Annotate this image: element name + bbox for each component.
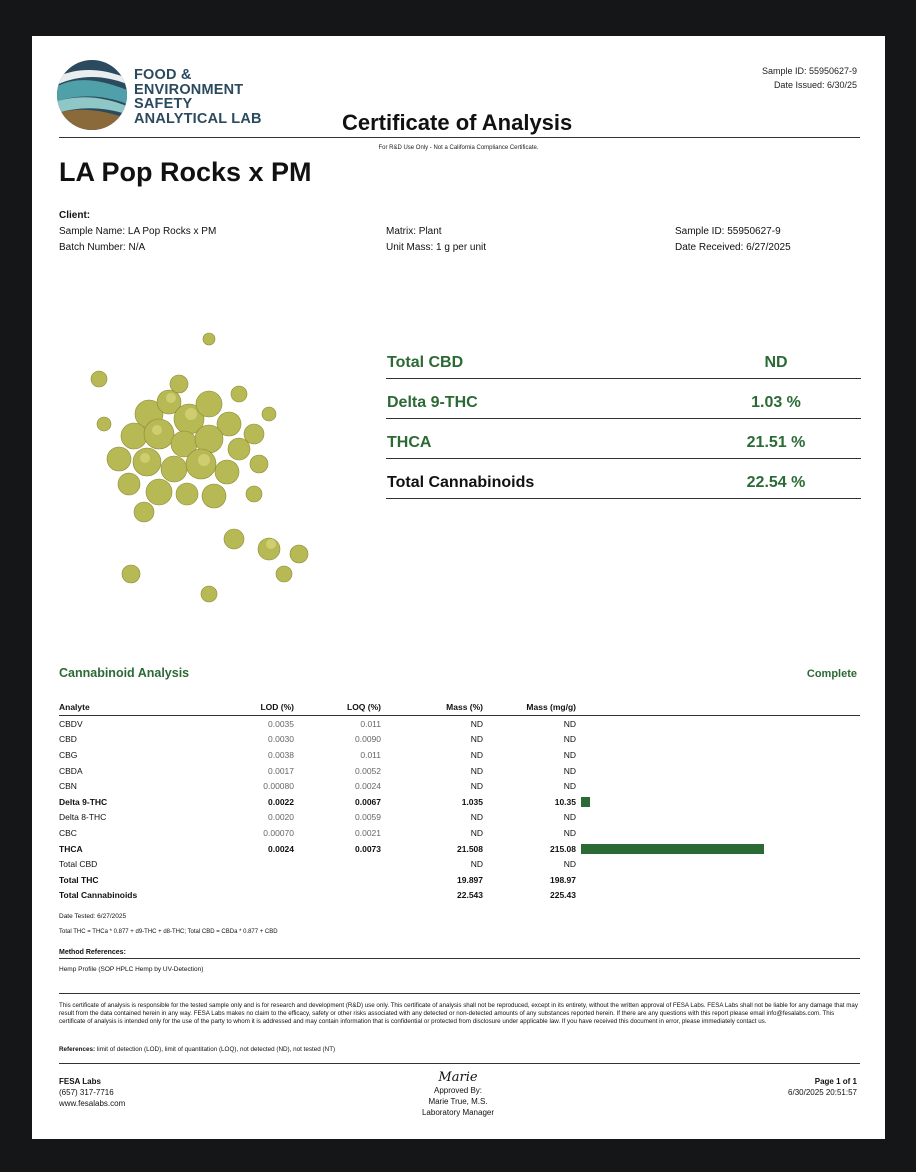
bar-cell: [576, 841, 860, 857]
mass-pct-cell: ND: [470, 781, 483, 792]
total-formula: Total THC = THCa * 0.877 + d9-THC + d8-THC; Total CBD = CBDa * 0.877 + CBD: [59, 929, 278, 935]
bar-cell: [576, 810, 860, 826]
mass-pct-cell: ND: [470, 718, 483, 729]
loq-cell: 0.011: [360, 718, 381, 729]
mass-mg-cell: ND: [563, 749, 576, 760]
references-label: References:: [59, 1046, 96, 1053]
company-website: www.fesalabs.com: [59, 1099, 126, 1108]
table-row: [59, 732, 860, 748]
loq-cell: 0.0052: [355, 765, 381, 776]
signature: Marie: [438, 1070, 478, 1085]
mass-pct-cell: ND: [470, 749, 483, 760]
analyte-cell: Delta 9-THC: [59, 796, 108, 807]
analyte-cell: CBDA: [59, 765, 83, 776]
lod-cell: [209, 888, 294, 904]
lod-cell: 0.0022: [268, 796, 294, 807]
bar-cell: [576, 763, 860, 779]
date-received: Date Received: 6/27/2025: [675, 242, 791, 253]
summary-value: 1.03 %: [751, 394, 801, 411]
mass-mg-cell: ND: [563, 781, 576, 792]
table-body: [59, 716, 860, 904]
lod-cell: 0.00070: [263, 827, 294, 838]
bar-cell: [576, 888, 860, 904]
analyte-cell: Total CBD: [59, 859, 98, 870]
table-row: [59, 825, 860, 841]
col-loq: LOQ (%): [294, 701, 381, 716]
mass-pct-cell: ND: [470, 812, 483, 823]
col-analyte: Analyte: [59, 701, 209, 716]
footer-right: [788, 1076, 857, 1098]
lod-cell: [209, 856, 294, 872]
mass-pct-cell: 19.897: [457, 874, 483, 885]
lod-cell: [209, 872, 294, 888]
cannabinoid-table: [59, 701, 860, 903]
lod-cell: 0.0024: [268, 843, 294, 854]
summary-row-total-cannabinoids: [386, 460, 861, 499]
mass-mg-cell: ND: [563, 827, 576, 838]
mass-pct-cell: ND: [470, 859, 483, 870]
sample-id: Sample ID: 55950627-9: [675, 226, 781, 237]
approval-block: [408, 1071, 508, 1118]
mass-pct-cell: ND: [470, 765, 483, 776]
summary-value: ND: [764, 354, 788, 371]
lod-cell: 0.0017: [268, 765, 294, 776]
loq-cell: [294, 872, 381, 888]
sample-meta: [675, 224, 791, 256]
analyte-cell: CBC: [59, 827, 77, 838]
table-row: [59, 810, 860, 826]
unit-mass: Unit Mass: 1 g per unit: [386, 242, 487, 253]
bar-cell: [576, 747, 860, 763]
company-name: FESA Labs: [59, 1077, 101, 1086]
analyte-cell: Total THC: [59, 874, 99, 885]
mass-pct-cell: 22.543: [457, 890, 483, 901]
method-references-header: Method References:: [59, 949, 860, 959]
mass-mg-cell: ND: [563, 734, 576, 745]
table-row: [59, 841, 860, 857]
header-sample-id: Sample ID: 55950627-9: [761, 66, 857, 76]
sample-title: LA Pop Rocks x PM: [59, 157, 312, 187]
summary-value: 21.51 %: [746, 434, 806, 451]
analysis-status: Complete: [806, 668, 857, 680]
analyte-cell: CBD: [59, 734, 77, 745]
mass-mg-cell: ND: [563, 718, 576, 729]
batch-number: Batch Number: N/A: [59, 242, 146, 253]
mass-mg-cell: ND: [563, 765, 576, 776]
analyte-cell: Delta 8-THC: [59, 812, 107, 823]
col-lod: LOD (%): [209, 701, 294, 716]
mass-mg-cell: ND: [563, 812, 576, 823]
mass-mg-cell: 215.08: [550, 843, 576, 854]
lod-cell: 0.00080: [263, 781, 294, 792]
col-bar: [576, 701, 860, 716]
col-mass-mg: Mass (mg/g): [483, 701, 576, 716]
disclaimer: This certificate of analysis is responsible for the tested sample only and is for research and development (R&D) use only. This certificate of analysis shall not be reproduced, except in its entirety, without the written approval of FESA Labs. FESA Labs shall not be liable for any damage that may result from the data contained herein in any way. FESA Labs makes no claim to the efficacy, safety or other risks associated with any detected or non-detected amounts of any substances reported herein. If there are any questions with this report please email info@fesalabs.com. This certificate of analysis is intended only for the use of the party to whom it is addressed and may contain information that is confidential or protected from disclosure under applicable law. If you have received this document in error, please immediately contact us.: [59, 1002, 858, 1026]
references: [59, 1046, 335, 1053]
summary-value: 22.54 %: [746, 474, 806, 491]
analyte-cell: THCA: [59, 843, 83, 854]
analyte-cell: CBDV: [59, 718, 83, 729]
bar-cell: [576, 778, 860, 794]
analyte-cell: Total Cannabinoids: [59, 890, 138, 901]
mass-bar: [581, 844, 764, 854]
loq-cell: [294, 888, 381, 904]
loq-cell: 0.0059: [355, 812, 381, 823]
approver-name: Marie True, M.S.: [428, 1097, 488, 1106]
mass-mg-cell: 10.35: [554, 796, 576, 807]
sample-photo: [59, 324, 339, 614]
report-timestamp: 6/30/2025 20:51:57: [788, 1088, 857, 1097]
analyte-cell: CBG: [59, 749, 78, 760]
bar-cell: [576, 825, 860, 841]
table-row: [59, 763, 860, 779]
lod-cell: 0.0038: [268, 749, 294, 760]
analysis-title: Cannabinoid Analysis: [59, 666, 190, 680]
method-references-text: Hemp Profile (SOP HPLC Hemp by UV-Detection): [59, 966, 204, 973]
lab-name: FOOD & ENVIRONMENT SAFETY ANALYTICAL LAB: [134, 67, 262, 127]
summary-row-thca: [386, 420, 861, 459]
header-date-issued: Date Issued: 6/30/25: [773, 80, 857, 90]
summary-label: Total Cannabinoids: [387, 474, 535, 491]
summary-label: THCA: [387, 434, 432, 451]
bar-cell: [576, 856, 860, 872]
bar-cell: [576, 732, 860, 748]
document-title: Certificate of Analysis: [342, 110, 573, 135]
lod-cell: 0.0020: [268, 812, 294, 823]
mass-bar: [581, 797, 590, 807]
matrix: Matrix: Plant: [386, 226, 442, 237]
coa-page: [32, 36, 885, 1139]
approver-title: Laboratory Manager: [421, 1108, 495, 1117]
mass-pct-cell: ND: [470, 734, 483, 745]
fesa-logo-icon: [54, 58, 132, 132]
footer-company: [59, 1076, 125, 1109]
mass-pct-cell: 21.508: [457, 843, 483, 854]
lod-cell: 0.0035: [268, 718, 294, 729]
page-number: Page 1 of 1: [814, 1077, 857, 1086]
bar-cell: [576, 872, 860, 888]
loq-cell: 0.0067: [355, 796, 381, 807]
summary-label: Total CBD: [387, 354, 464, 371]
loq-cell: 0.0090: [355, 734, 381, 745]
approved-by: Approved By:: [433, 1086, 483, 1095]
client-info: [59, 208, 216, 256]
summary-row-total-cbd: [386, 340, 861, 379]
analyte-cell: CBN: [59, 781, 77, 792]
company-phone: (657) 317-7716: [59, 1088, 114, 1097]
lod-cell: 0.0030: [268, 734, 294, 745]
sample-name: Sample Name: LA Pop Rocks x PM: [59, 226, 217, 237]
header-divider: [59, 137, 860, 138]
mass-mg-cell: 198.97: [550, 874, 576, 885]
loq-cell: 0.0021: [355, 827, 381, 838]
mass-mg-cell: ND: [563, 859, 576, 870]
loq-cell: 0.011: [360, 749, 381, 760]
date-tested: Date Tested: 6/27/2025: [59, 913, 127, 920]
summary-label: Delta 9-THC: [387, 394, 478, 411]
matrix-info: [386, 224, 486, 256]
table-row: [59, 794, 860, 810]
table-row: [59, 716, 860, 732]
table-row: [59, 888, 860, 904]
bar-cell: [576, 716, 860, 732]
col-mass-pct: Mass (%): [381, 701, 483, 716]
usage-note: For R&D Use Only - Not a California Compliance Certificate.: [378, 145, 539, 151]
loq-cell: 0.0024: [355, 781, 381, 792]
bar-cell: [576, 794, 860, 810]
references-text: limit of detection (LOD), limit of quantitation (LOQ), not detected (ND), not tested (NT): [96, 1046, 336, 1053]
table-row: [59, 747, 860, 763]
mass-pct-cell: 1.035: [461, 796, 483, 807]
table-row: [59, 778, 860, 794]
table-row: [59, 856, 860, 872]
summary-row-delta9-thc: [386, 380, 861, 419]
loq-cell: 0.0073: [355, 843, 381, 854]
loq-cell: [294, 856, 381, 872]
disclaimer-divider: [59, 993, 860, 994]
client-label: Client:: [59, 210, 91, 221]
table-row: [59, 872, 860, 888]
mass-mg-cell: 225.43: [550, 890, 576, 901]
footer-divider: [59, 1063, 860, 1064]
table-header-row: [59, 701, 860, 716]
mass-pct-cell: ND: [470, 827, 483, 838]
header-meta: [762, 64, 857, 92]
